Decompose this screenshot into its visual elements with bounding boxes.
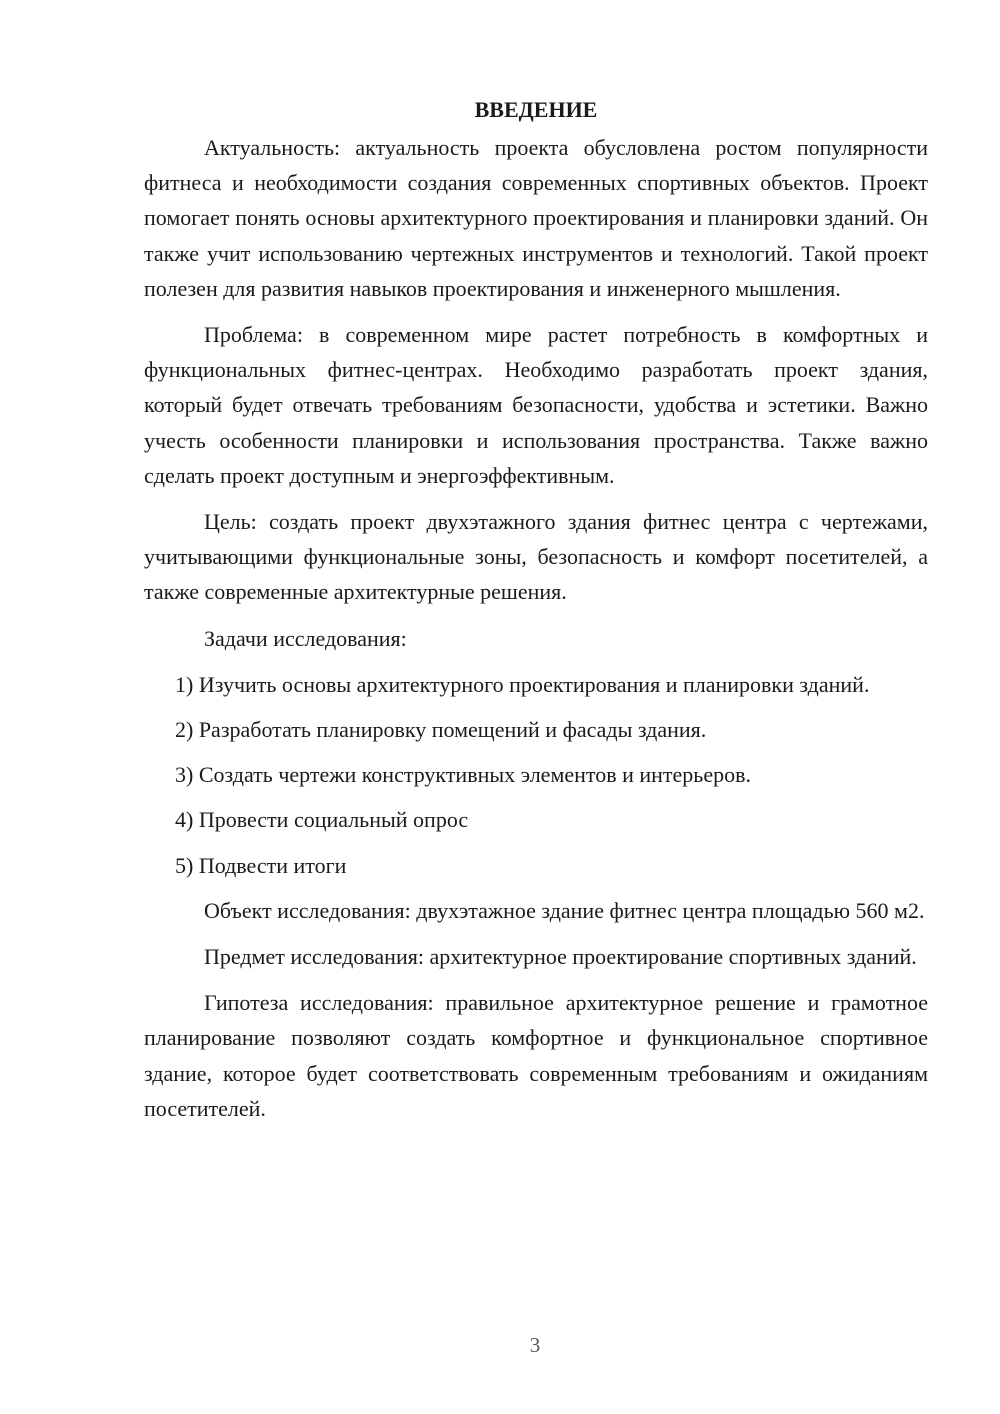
document-page — [144, 92, 928, 1126]
list-item: 5) Подвести итоги — [175, 852, 347, 878]
paragraph-goal: Цель: создать проект двухэтажного здания фитнес центра с чертежами, учитывающими функциональные зоны, безопасность и комфорт посетителей, а также современные архитектурные решения. — [144, 509, 928, 605]
tasks-heading: Задачи исследования: — [204, 625, 407, 651]
paragraph-relevance: Актуальность: актуальность проекта обусловлена ростом популярности фитнеса и необходимости создания современных спортивных объектов. Проект помогает понять основы архитектурного проектирования и планировки зданий. Он также учит использованию чертежных инструментов и технологий. Такой проект полезен для развития навыков проектирования и инженерного мышления. — [144, 135, 928, 301]
paragraph-object: Объект исследования: двухэтажное здание фитнес центра площадью 560 м2. — [204, 897, 925, 923]
paragraph-subject: Предмет исследования: архитектурное проектирование спортивных зданий. — [204, 944, 917, 970]
list-item: 4) Провести социальный опрос — [175, 807, 469, 833]
list-item: 3) Создать чертежи конструктивных элементов и интерьеров. — [175, 762, 751, 788]
list-item: 1) Изучить основы архитектурного проектирования и планировки зданий. — [175, 671, 870, 697]
paragraph-hypothesis: Гипотеза исследования: правильное архитектурное решение и грамотное планирование позволяют создать комфортное и функциональное спортивное здание, которое будет соответствовать современным требованиям и ожиданиям посетителей. — [144, 990, 928, 1121]
list-item: 2) Разработать планировку помещений и фасады здания. — [175, 717, 707, 743]
page-title: ВВЕДЕНИЕ — [474, 97, 598, 122]
paragraph-problem: Проблема: в современном мире растет потребность в комфортных и функциональных фитнес-центрах. Необходимо разработать проект здания, который будет отвечать требованиям безопасности, удобства и эстетики. Важно учесть особенности планировки и использования пространства. Также важно сделать проект доступным и энергоэффективным. — [144, 322, 928, 488]
tasks-list — [144, 667, 928, 883]
page-number: 3 — [529, 1333, 541, 1357]
